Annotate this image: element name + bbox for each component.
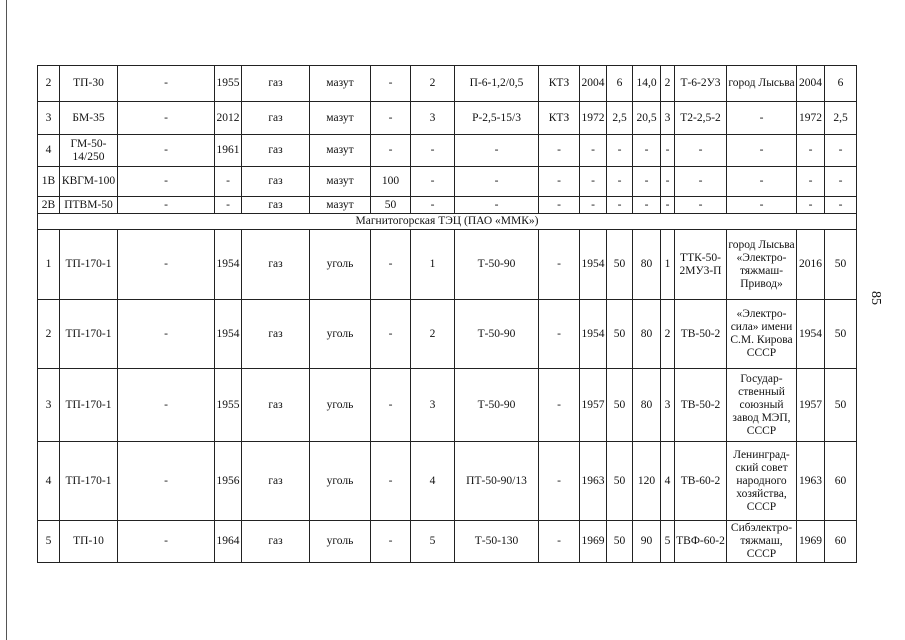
table-cell: мазут (310, 102, 371, 135)
table-cell: 1 (661, 230, 675, 300)
table-cell: 6 (825, 66, 857, 102)
table-cell: 50 (825, 300, 857, 369)
table-cell: - (727, 102, 797, 135)
table-cell: город Лысьва «Электро-тяжмаш-Привод» (727, 230, 797, 300)
table-cell: 1955 (215, 369, 242, 442)
table-cell: КВГМ-100 (60, 167, 118, 197)
table-cell: - (825, 167, 857, 197)
table-cell: 1963 (580, 442, 607, 521)
table-cell: - (633, 167, 661, 197)
table-cell: 120 (633, 442, 661, 521)
table-cell: 2В (38, 197, 60, 214)
table-cell: - (539, 369, 580, 442)
table-cell: 60 (825, 442, 857, 521)
table-cell: 3 (411, 369, 455, 442)
table-cell: 4 (411, 442, 455, 521)
table-cell: - (411, 197, 455, 214)
table-cell: 14,0 (633, 66, 661, 102)
table-cell: - (797, 167, 825, 197)
table-cell: уголь (310, 442, 371, 521)
table-cell: 2 (411, 300, 455, 369)
table-row (38, 230, 857, 300)
table-cell: ТВФ-60-2 (675, 521, 727, 563)
table-cell: ГМ-50-14/250 (60, 135, 118, 167)
table-cell: Государ-ственный союзный завод МЭП, СССР (727, 369, 797, 442)
table-cell: 4 (38, 135, 60, 167)
table-row (38, 135, 857, 167)
table-cell: 5 (38, 521, 60, 563)
table-cell: - (118, 300, 215, 369)
table-cell: 2012 (215, 102, 242, 135)
table-cell: уголь (310, 230, 371, 300)
table-cell: - (118, 521, 215, 563)
table-cell: - (607, 197, 633, 214)
table-cell: 50 (825, 369, 857, 442)
table-cell: 2004 (797, 66, 825, 102)
section-row (38, 214, 857, 230)
table-cell: - (661, 197, 675, 214)
table-cell: мазут (310, 66, 371, 102)
table-cell: 1 (38, 230, 60, 300)
table-cell: П-6-1,2/0,5 (455, 66, 539, 102)
table-cell: 2 (38, 66, 60, 102)
table-cell: ТВ-50-2 (675, 300, 727, 369)
equipment-table (37, 65, 857, 563)
table-cell: 2 (661, 300, 675, 369)
table-cell: - (118, 197, 215, 214)
table-cell: Т-50-90 (455, 230, 539, 300)
table-cell: - (825, 135, 857, 167)
table-cell: ПТВМ-50 (60, 197, 118, 214)
table-cell: уголь (310, 300, 371, 369)
table-cell: - (539, 442, 580, 521)
table-cell: - (455, 135, 539, 167)
table-cell: 2016 (797, 230, 825, 300)
table-cell: - (675, 135, 727, 167)
table-cell: уголь (310, 369, 371, 442)
table-row (38, 442, 857, 521)
table-cell: Т2-2,5-2 (675, 102, 727, 135)
table-cell: 3 (38, 369, 60, 442)
table-cell: «Электро-сила» имени С.М. Кирова СССР (727, 300, 797, 369)
table-cell: ТП-30 (60, 66, 118, 102)
table-cell: ТП-170-1 (60, 442, 118, 521)
table-cell: - (118, 66, 215, 102)
table-cell: - (539, 135, 580, 167)
table-cell: 50 (607, 521, 633, 563)
table-cell: ТВ-50-2 (675, 369, 727, 442)
table-cell: 2 (411, 66, 455, 102)
table-cell: - (411, 135, 455, 167)
table-cell: - (118, 167, 215, 197)
table-cell: - (371, 135, 411, 167)
table-cell: КТЗ (539, 102, 580, 135)
table-cell: БМ-35 (60, 102, 118, 135)
table-cell: 3 (411, 102, 455, 135)
table-cell: - (371, 521, 411, 563)
table-cell: газ (242, 135, 310, 167)
table-cell: - (411, 167, 455, 197)
table-cell: 100 (371, 167, 411, 197)
table-cell: - (539, 230, 580, 300)
table-cell: 5 (661, 521, 675, 563)
table-cell: Р-2,5-15/3 (455, 102, 539, 135)
table-cell: - (371, 102, 411, 135)
table-cell: Сибэлектро-тяжмаш, СССР (727, 521, 797, 563)
table-cell: 50 (825, 230, 857, 300)
table-cell: газ (242, 230, 310, 300)
table-cell: - (727, 197, 797, 214)
table-row (38, 167, 857, 197)
table-cell: - (118, 230, 215, 300)
table-cell: - (661, 135, 675, 167)
table-cell: 2,5 (607, 102, 633, 135)
table-cell: 1957 (580, 369, 607, 442)
table-cell: 2,5 (825, 102, 857, 135)
table-cell: 2 (38, 300, 60, 369)
table-cell: - (797, 135, 825, 167)
table-cell: 4 (661, 442, 675, 521)
table-cell: - (539, 521, 580, 563)
table-cell: газ (242, 167, 310, 197)
table-cell: 2004 (580, 66, 607, 102)
table-cell: - (727, 167, 797, 197)
table-cell: мазут (310, 167, 371, 197)
table-cell: уголь (310, 521, 371, 563)
table-cell: - (607, 135, 633, 167)
table-cell: - (118, 442, 215, 521)
table-cell: газ (242, 300, 310, 369)
table-cell: - (371, 230, 411, 300)
table-cell: - (371, 300, 411, 369)
table-cell: - (118, 369, 215, 442)
table-cell: - (371, 442, 411, 521)
table-cell: газ (242, 369, 310, 442)
table-cell: ТВ-60-2 (675, 442, 727, 521)
table-cell: - (580, 197, 607, 214)
table-cell: 1954 (215, 300, 242, 369)
table-cell: - (215, 167, 242, 197)
table-cell: 1 (411, 230, 455, 300)
table-cell: 50 (607, 369, 633, 442)
table-cell: 1955 (215, 66, 242, 102)
table-cell: - (633, 135, 661, 167)
table-cell: 1969 (580, 521, 607, 563)
table-cell: 60 (825, 521, 857, 563)
table-cell: газ (242, 521, 310, 563)
table-row (38, 300, 857, 369)
table-cell: 4 (38, 442, 60, 521)
table-cell: ПТ-50-90/13 (455, 442, 539, 521)
table-cell: 1972 (797, 102, 825, 135)
table-cell: - (539, 167, 580, 197)
table-cell: - (675, 167, 727, 197)
table-cell: газ (242, 66, 310, 102)
table-cell: 1969 (797, 521, 825, 563)
table-cell: 50 (607, 230, 633, 300)
table-cell: Т-50-130 (455, 521, 539, 563)
table-cell: 1964 (215, 521, 242, 563)
table-row (38, 197, 857, 214)
table-cell: 1В (38, 167, 60, 197)
table-cell: 1957 (797, 369, 825, 442)
table-cell: ТП-170-1 (60, 369, 118, 442)
table-cell: ТТК-50-2МУ3-П (675, 230, 727, 300)
table-cell: - (455, 167, 539, 197)
table-cell: - (580, 135, 607, 167)
table-cell: 1961 (215, 135, 242, 167)
table-cell: - (215, 197, 242, 214)
table-cell: - (797, 197, 825, 214)
table-cell: - (455, 197, 539, 214)
table-cell: газ (242, 442, 310, 521)
table-cell: 3 (661, 102, 675, 135)
table-row (38, 102, 857, 135)
table-cell: 90 (633, 521, 661, 563)
section-title: Магнитогорская ТЭЦ (ПАО «ММК») (38, 214, 857, 230)
table-cell: - (825, 197, 857, 214)
table-cell: - (539, 197, 580, 214)
table-cell: КТЗ (539, 66, 580, 102)
table-cell: 1954 (215, 230, 242, 300)
table-cell: - (118, 135, 215, 167)
table-cell: Т-6-2У3 (675, 66, 727, 102)
table-cell: 6 (607, 66, 633, 102)
table-cell: 1954 (580, 230, 607, 300)
table-cell: газ (242, 197, 310, 214)
table-cell: газ (242, 102, 310, 135)
table-cell: - (675, 197, 727, 214)
table-cell: ТП-170-1 (60, 230, 118, 300)
table-cell: 50 (607, 442, 633, 521)
table-cell: 20,5 (633, 102, 661, 135)
table-cell: 80 (633, 230, 661, 300)
table-cell: 5 (411, 521, 455, 563)
table-cell: 80 (633, 369, 661, 442)
table-cell: 50 (371, 197, 411, 214)
table-cell: - (371, 369, 411, 442)
table-cell: 1972 (580, 102, 607, 135)
table-row (38, 521, 857, 563)
table-cell: 1954 (797, 300, 825, 369)
scan-edge-line (6, 0, 7, 640)
table-cell: 1956 (215, 442, 242, 521)
table-cell: - (371, 66, 411, 102)
table-cell: - (118, 102, 215, 135)
table-cell: мазут (310, 197, 371, 214)
table-row (38, 66, 857, 102)
page-number: 85 (868, 291, 883, 305)
table-cell: - (633, 197, 661, 214)
table-row (38, 369, 857, 442)
table-cell: 80 (633, 300, 661, 369)
table-cell: 3 (38, 102, 60, 135)
table-cell: ТП-10 (60, 521, 118, 563)
table-cell: - (580, 167, 607, 197)
table-cell: Т-50-90 (455, 369, 539, 442)
table-cell: 1954 (580, 300, 607, 369)
table-cell: 50 (607, 300, 633, 369)
table-cell: - (727, 135, 797, 167)
table-cell: - (539, 300, 580, 369)
table-cell: - (661, 167, 675, 197)
table-cell: Ленинград-ский совет народного хозяйства, СССР (727, 442, 797, 521)
table-cell: Т-50-90 (455, 300, 539, 369)
table-cell: - (607, 167, 633, 197)
table-cell: 2 (661, 66, 675, 102)
table-cell: мазут (310, 135, 371, 167)
table-cell: ТП-170-1 (60, 300, 118, 369)
table-cell: 3 (661, 369, 675, 442)
table-cell: город Лысьва (727, 66, 797, 102)
table-cell: 1963 (797, 442, 825, 521)
